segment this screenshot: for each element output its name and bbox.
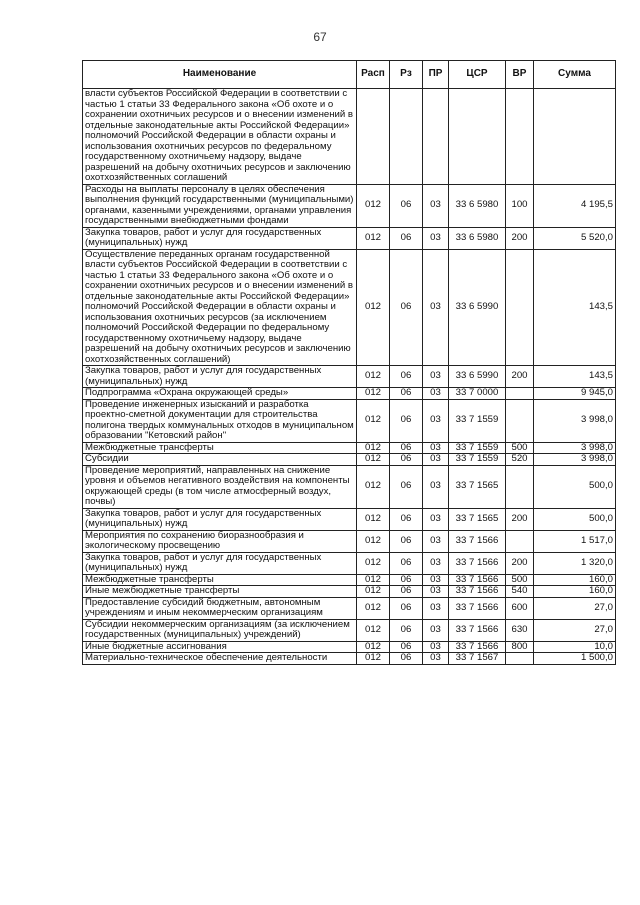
cell-rasp: 012 [357,508,390,530]
cell-vr [506,388,534,400]
cell-vr: 200 [506,366,534,388]
cell-vr: 200 [506,227,534,249]
header-sum: Сумма [534,61,616,89]
cell-pr: 03 [423,552,449,574]
cell-rasp: 012 [357,653,390,665]
cell-rasp: 012 [357,465,390,508]
cell-csr: 33 7 1559 [449,399,506,442]
cell-vr: 100 [506,184,534,227]
cell-rz: 06 [390,184,423,227]
table-row [83,619,616,641]
cell-sum [534,89,616,185]
cell-name: Проведение инженерных изысканий и разработка проектно-сметной документации для строительства полигона твердых коммунальных отходов в муниципальном образовании "Кетовский район" [83,399,357,442]
table-row [83,366,616,388]
cell-sum: 4 195,5 [534,184,616,227]
header-name: Наименование [83,61,357,89]
cell-rz: 06 [390,508,423,530]
cell-pr: 03 [423,574,449,586]
cell-csr: 33 7 1567 [449,653,506,665]
cell-vr: 600 [506,597,534,619]
cell-csr: 33 7 1565 [449,508,506,530]
cell-rz: 06 [390,227,423,249]
cell-rz: 06 [390,388,423,400]
table-row [83,653,616,665]
cell-vr: 200 [506,552,534,574]
cell-sum: 3 998,0 [534,454,616,466]
cell-sum: 160,0 [534,586,616,598]
cell-rz: 06 [390,442,423,454]
cell-pr: 03 [423,399,449,442]
cell-csr: 33 7 1559 [449,454,506,466]
cell-name: Иные межбюджетные трансферты [83,586,357,598]
cell-rz: 06 [390,249,423,366]
cell-rz: 06 [390,552,423,574]
cell-rasp: 012 [357,586,390,598]
header-vr: ВР [506,61,534,89]
cell-csr: 33 7 1566 [449,574,506,586]
cell-pr: 03 [423,465,449,508]
cell-rasp: 012 [357,399,390,442]
cell-rasp [357,89,390,185]
cell-rz: 06 [390,653,423,665]
cell-sum: 10,0 [534,641,616,653]
cell-name: Межбюджетные трансферты [83,442,357,454]
cell-csr [449,89,506,185]
cell-sum: 1 500,0 [534,653,616,665]
cell-rasp: 012 [357,249,390,366]
cell-sum: 5 520,0 [534,227,616,249]
cell-name: Иные бюджетные ассигнования [83,641,357,653]
cell-rasp: 012 [357,454,390,466]
cell-rz [390,89,423,185]
cell-rasp: 012 [357,184,390,227]
cell-pr: 03 [423,508,449,530]
cell-csr: 33 7 1566 [449,552,506,574]
cell-pr: 03 [423,653,449,665]
cell-name: Мероприятия по сохранению биоразнообразия и экологическому просвещению [83,530,357,552]
cell-name: Закупка товаров, работ и услуг для государственных (муниципальных) нужд [83,227,357,249]
table-row [83,552,616,574]
cell-pr: 03 [423,366,449,388]
cell-csr: 33 7 1566 [449,530,506,552]
cell-pr: 03 [423,586,449,598]
cell-pr: 03 [423,641,449,653]
table-row [83,442,616,454]
table-row [83,227,616,249]
cell-csr: 33 6 5980 [449,227,506,249]
cell-vr: 500 [506,442,534,454]
cell-csr: 33 7 1566 [449,586,506,598]
cell-pr: 03 [423,530,449,552]
table-header-row [83,61,616,89]
cell-rz: 06 [390,366,423,388]
table-row [83,597,616,619]
cell-vr [506,249,534,366]
table-row [83,388,616,400]
cell-name: власти субъектов Российской Федерации в соответствии с частью 1 статьи 33 Федерального закона «Об охоте и о сохранении охотничьих ресурсов и о внесении изменений в отдельные законодательные акты Российской Федерации» полномочий Российской Федерации в области охраны и использования охотничьих ресурсов по федеральному государственному охотничьему надзору, выдаче разрешений на добычу охотничьих ресурсов и заключению охотхозяйственных соглашений [83,89,357,185]
cell-pr: 03 [423,442,449,454]
table-row [83,641,616,653]
table-row [83,184,616,227]
table-row [83,508,616,530]
cell-pr: 03 [423,388,449,400]
cell-rz: 06 [390,586,423,598]
cell-rz: 06 [390,574,423,586]
cell-rz: 06 [390,454,423,466]
cell-pr: 03 [423,619,449,641]
cell-name: Материально-техническое обеспечение деятельности [83,653,357,665]
cell-sum: 3 998,0 [534,399,616,442]
cell-vr: 200 [506,508,534,530]
cell-sum: 500,0 [534,465,616,508]
cell-rasp: 012 [357,597,390,619]
cell-name: Подпрограмма «Охрана окружающей среды» [83,388,357,400]
cell-name: Закупка товаров, работ и услуг для государственных (муниципальных) нужд [83,366,357,388]
cell-pr: 03 [423,249,449,366]
cell-csr: 33 7 1566 [449,597,506,619]
cell-vr [506,653,534,665]
cell-csr: 33 7 1565 [449,465,506,508]
cell-rz: 06 [390,597,423,619]
cell-vr [506,465,534,508]
cell-rz: 06 [390,465,423,508]
cell-sum: 27,0 [534,619,616,641]
cell-sum: 160,0 [534,574,616,586]
cell-sum: 9 945,0 [534,388,616,400]
cell-csr: 33 7 1566 [449,619,506,641]
cell-csr: 33 7 0000 [449,388,506,400]
cell-name: Осуществление переданных органам государственной власти субъектов Российской Федерации в соответствии с частью 1 статьи 33 Федерального закона «Об охоте и о сохранении охотничьих ресурсов и о внесении изменений в отдельные законодательные акты Российской Федерации» полномочий Российской Федерации в области охраны и использования охотничьих ресурсов (за исключением полномочий Российской Федерации по федеральному государственному охотничьему надзору, выдаче разрешений на добычу охотничьих ресурсов и заключению охотхозяйственных соглашений) [83,249,357,366]
cell-vr: 630 [506,619,534,641]
table-row [83,586,616,598]
cell-pr: 03 [423,227,449,249]
cell-name: Субсидии [83,454,357,466]
cell-sum: 1 320,0 [534,552,616,574]
cell-rasp: 012 [357,442,390,454]
table-row [83,89,616,185]
cell-name: Закупка товаров, работ и услуг для государственных (муниципальных) нужд [83,552,357,574]
cell-csr: 33 7 1559 [449,442,506,454]
table-row [83,465,616,508]
cell-sum: 3 998,0 [534,442,616,454]
cell-name: Субсидии некоммерческим организациям (за исключением государственных (муниципальных) учреждений) [83,619,357,641]
cell-rasp: 012 [357,366,390,388]
page-number: 67 [313,30,327,44]
header-rz: Рз [390,61,423,89]
cell-sum: 1 517,0 [534,530,616,552]
cell-sum: 143,5 [534,366,616,388]
cell-sum: 27,0 [534,597,616,619]
cell-rasp: 012 [357,641,390,653]
header-csr: ЦСР [449,61,506,89]
cell-name: Закупка товаров, работ и услуг для государственных (муниципальных) нужд [83,508,357,530]
cell-rasp: 012 [357,574,390,586]
table-body [83,89,616,665]
cell-pr [423,89,449,185]
cell-csr: 33 7 1566 [449,641,506,653]
cell-pr: 03 [423,184,449,227]
table-row [83,454,616,466]
cell-name: Расходы на выплаты персоналу в целях обеспечения выполнения функций государственными (муниципальными) органами, казенными учреждениями, органами управления государственными внебюджетными фондами [83,184,357,227]
cell-name: Предоставление субсидий бюджетным, автономным учреждениям и иным некоммерческим организациям [83,597,357,619]
cell-rasp: 012 [357,530,390,552]
budget-table [82,60,616,665]
cell-vr: 800 [506,641,534,653]
header-pr: ПР [423,61,449,89]
cell-csr: 33 6 5990 [449,249,506,366]
cell-rasp: 012 [357,552,390,574]
table-row [83,399,616,442]
header-rasp: Расп [357,61,390,89]
cell-name: Межбюджетные трансферты [83,574,357,586]
table-row [83,249,616,366]
cell-csr: 33 6 5980 [449,184,506,227]
cell-vr [506,399,534,442]
cell-rasp: 012 [357,388,390,400]
table-row [83,530,616,552]
cell-rz: 06 [390,530,423,552]
cell-rasp: 012 [357,227,390,249]
cell-sum: 143,5 [534,249,616,366]
cell-sum: 500,0 [534,508,616,530]
cell-vr: 500 [506,574,534,586]
cell-vr [506,89,534,185]
table-row [83,574,616,586]
cell-csr: 33 6 5990 [449,366,506,388]
cell-vr: 540 [506,586,534,598]
cell-vr: 520 [506,454,534,466]
cell-pr: 03 [423,454,449,466]
cell-rasp: 012 [357,619,390,641]
cell-rz: 06 [390,399,423,442]
cell-name: Проведение мероприятий, направленных на снижение уровня и объемов негативного воздействия на компоненты окружающей среды (в том числе атмосферный воздух, почвы) [83,465,357,508]
cell-vr [506,530,534,552]
cell-rz: 06 [390,641,423,653]
cell-pr: 03 [423,597,449,619]
cell-rz: 06 [390,619,423,641]
